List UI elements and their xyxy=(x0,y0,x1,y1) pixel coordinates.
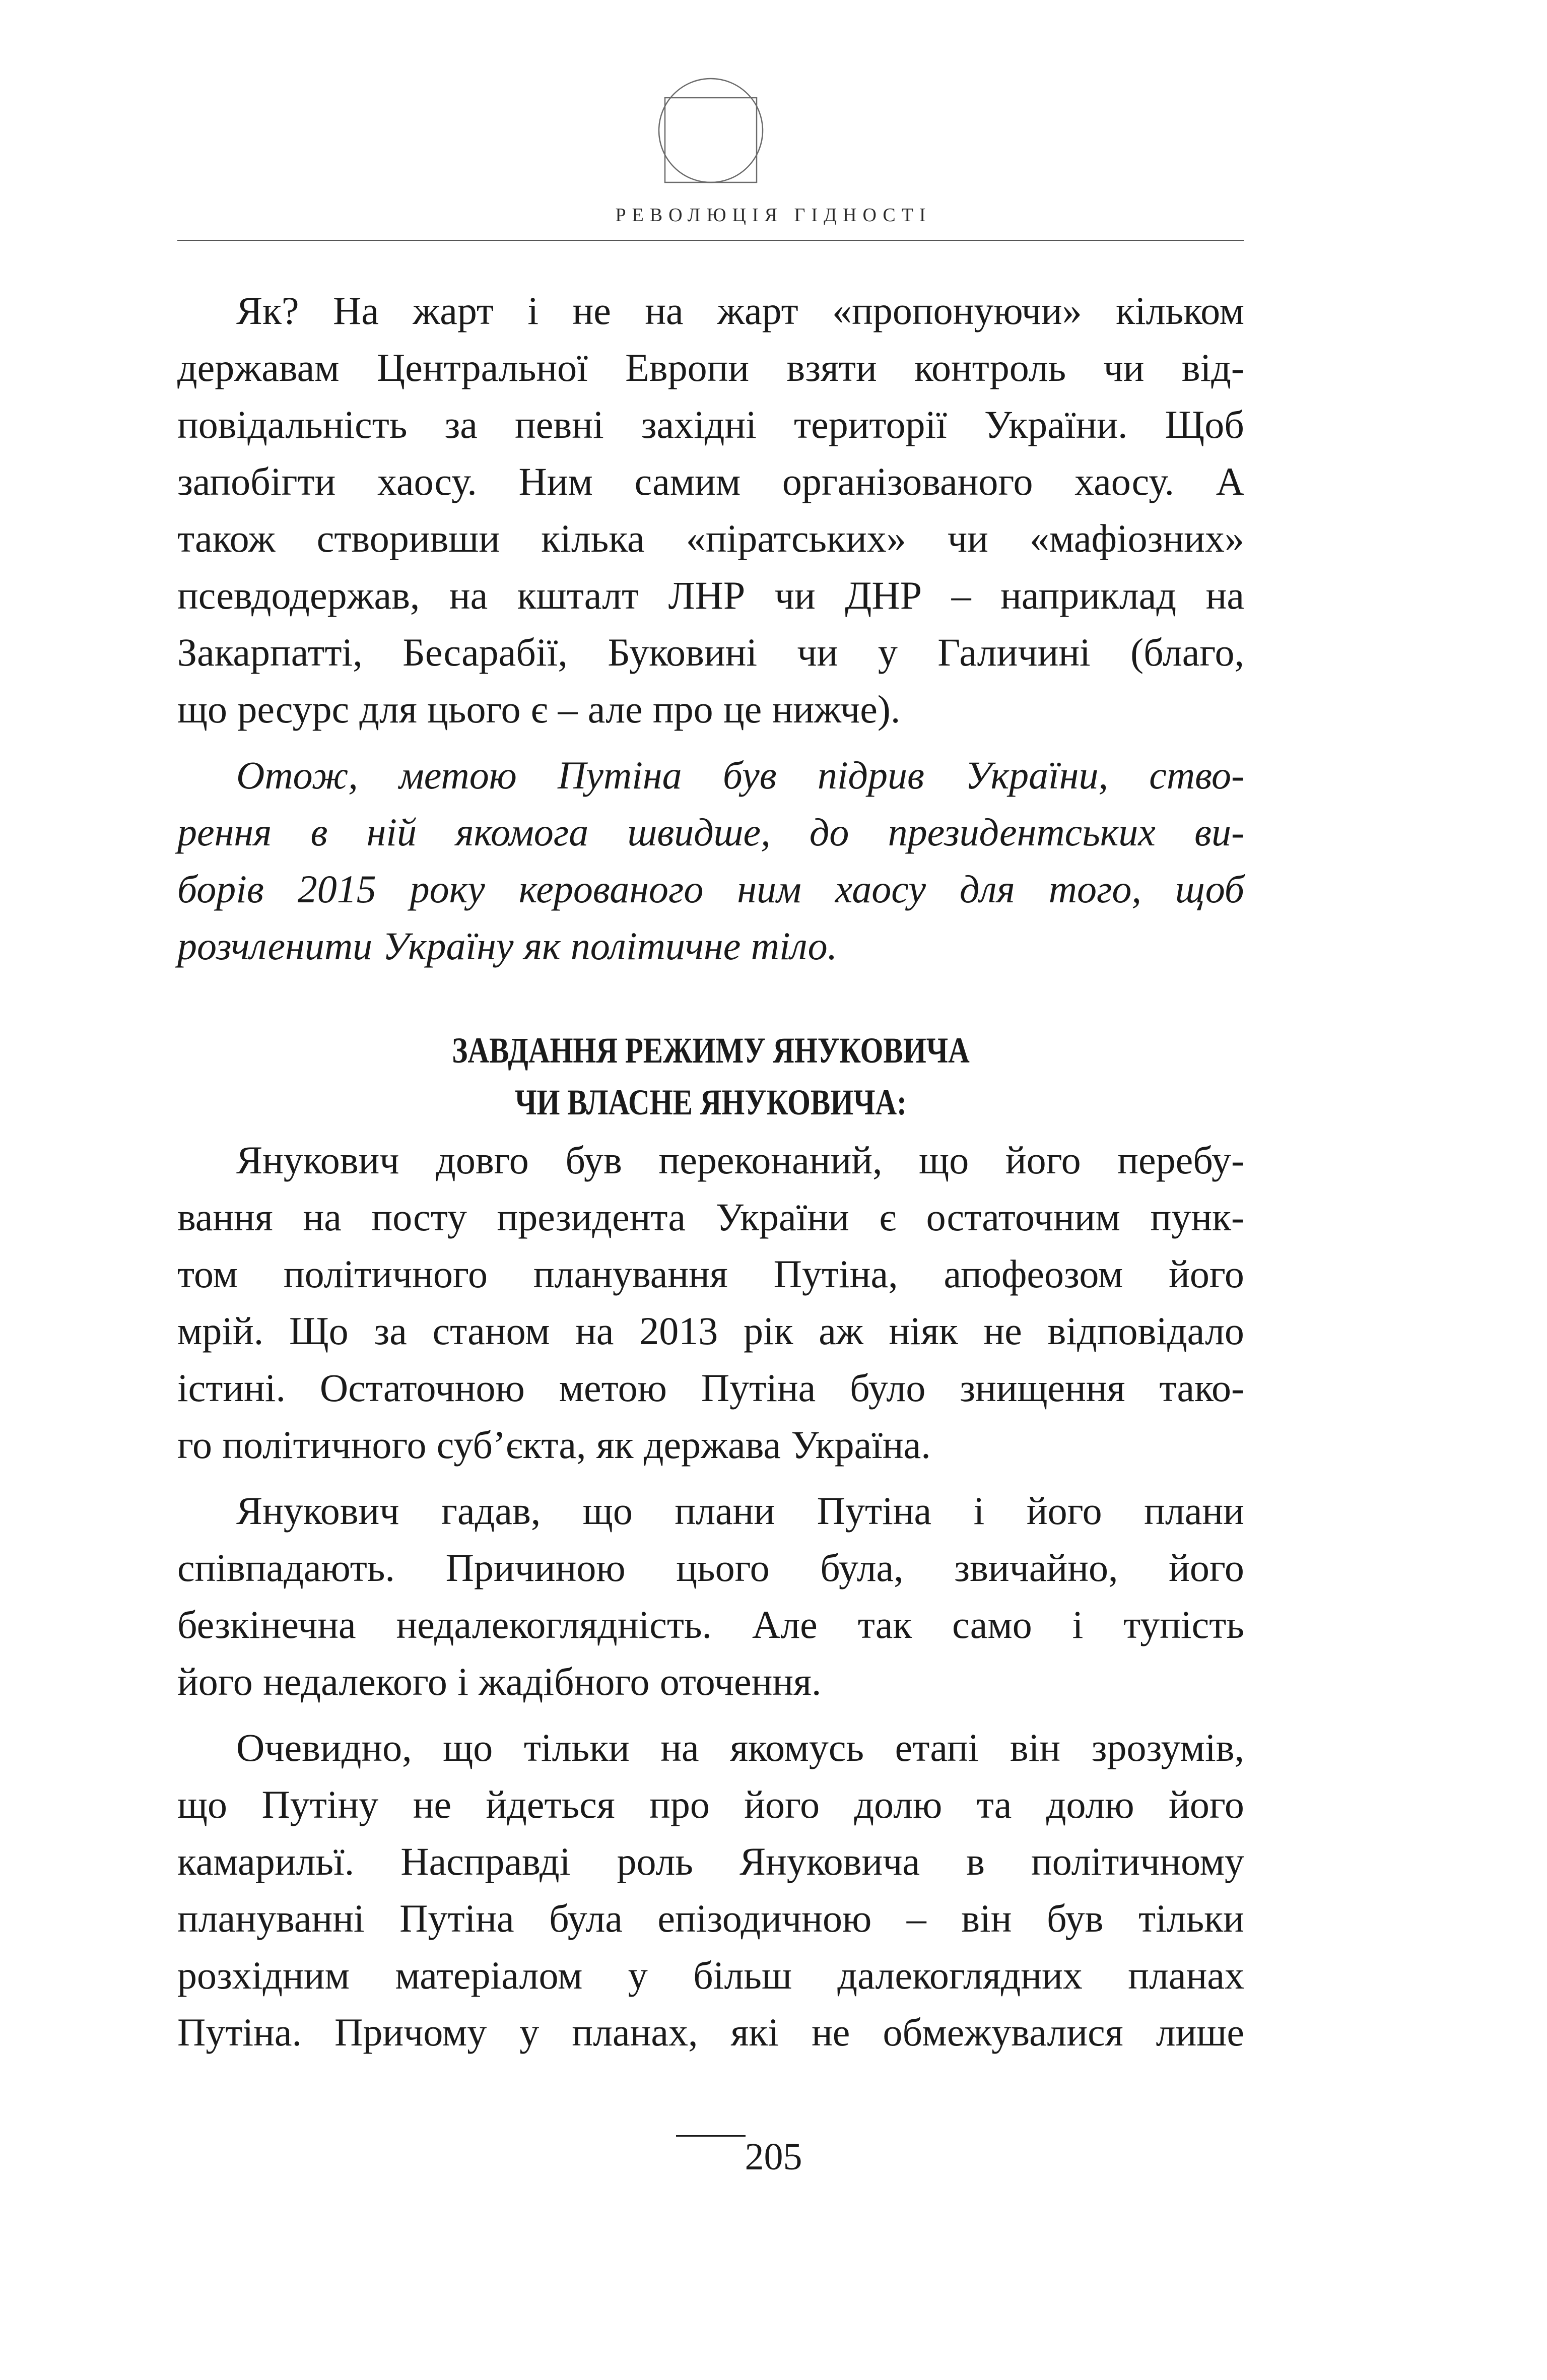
text-line: також створивши кілька «піратських» чи «мафіозних» xyxy=(177,516,1244,560)
paragraph xyxy=(177,1132,1244,1473)
text-line: Янукович довго був переконаний, що його перебу- xyxy=(236,1138,1244,1182)
section-heading: ЧИ ВЛАСНЕ ЯНУКОВИЧА: xyxy=(515,1082,907,1122)
text-line: том політичного планування Путіна, апофеозом його xyxy=(177,1252,1244,1296)
running-head: РЕВОЛЮЦІЯ ГІДНОСТІ xyxy=(615,205,932,226)
body-text xyxy=(177,282,1244,2061)
text-line: державам Центральної Европи взяти контроль чи від- xyxy=(177,346,1244,389)
text-line: Очевидно, що тільки на якомусь етапі він зрозумів, xyxy=(236,1726,1244,1769)
paragraph xyxy=(177,1719,1244,2061)
paragraph xyxy=(177,282,1244,738)
emblem-icon xyxy=(655,75,767,186)
text-line: співпадають. Причиною цього була, звичайно, його xyxy=(177,1546,1244,1590)
section-heading: ЗАВДАННЯ РЕЖИМУ ЯНУКОВИЧА xyxy=(452,1030,970,1071)
text-line: рення в ній якомога швидше, до президентських ви- xyxy=(177,810,1244,854)
text-line: Закарпатті, Бесарабії, Буковині чи у Галичині (благо, xyxy=(177,630,1244,674)
text-line: Як? На жарт і не на жарт «пропонуючи» кільком xyxy=(236,289,1244,333)
text-line: го політичного суб’єкта, як держава Україна. xyxy=(177,1423,931,1467)
text-line: розхідним матеріалом у більш далекоглядних планах xyxy=(177,1953,1244,1997)
text-line: запобігти хаосу. Ним самим організованого хаосу. А xyxy=(177,459,1244,503)
text-line: Янукович гадав, що плани Путіна і його плани xyxy=(236,1489,1244,1533)
text-line: псевдодержав, на кшталт ЛНР чи ДНР – наприклад на xyxy=(177,573,1244,617)
text-line: повідальність за певні західні території України. Щоб xyxy=(177,403,1244,446)
text-line: безкінечна недалекоглядність. Але так само і тупість xyxy=(177,1603,1244,1646)
text-line: що ресурс для цього є – але про це нижче). xyxy=(177,687,901,731)
text-line: вання на посту президента України є остаточним пунк- xyxy=(177,1195,1244,1239)
text-line: Отож, метою Путіна був підрив України, ство- xyxy=(236,753,1244,797)
paragraph xyxy=(177,1482,1244,1710)
text-line: Путіна. Причому у планах, які не обмежувалися лише xyxy=(177,2010,1244,2054)
text-line: що Путіну не йдеться про його долю та долю його xyxy=(177,1782,1244,1826)
page-number: 205 xyxy=(745,2136,802,2178)
text-line: борів 2015 року керованого ним хаосу для того, щоб xyxy=(177,867,1244,911)
paragraph xyxy=(177,747,1244,974)
text-line: його недалекого і жадібного оточення. xyxy=(177,1660,822,1703)
text-line: мрій. Що за станом на 2013 рік аж ніяк не відповідало xyxy=(177,1309,1244,1353)
header-rule xyxy=(177,240,1244,241)
text-line: розчленити Україну як політичне тіло. xyxy=(177,924,838,968)
text-line: камарильї. Насправді роль Януковича в політичному xyxy=(177,1839,1244,1883)
text-line: плануванні Путіна була епізодичною – він був тільки xyxy=(177,1896,1244,1940)
text-line: істині. Остаточною метою Путіна було знищення тако- xyxy=(177,1366,1244,1410)
